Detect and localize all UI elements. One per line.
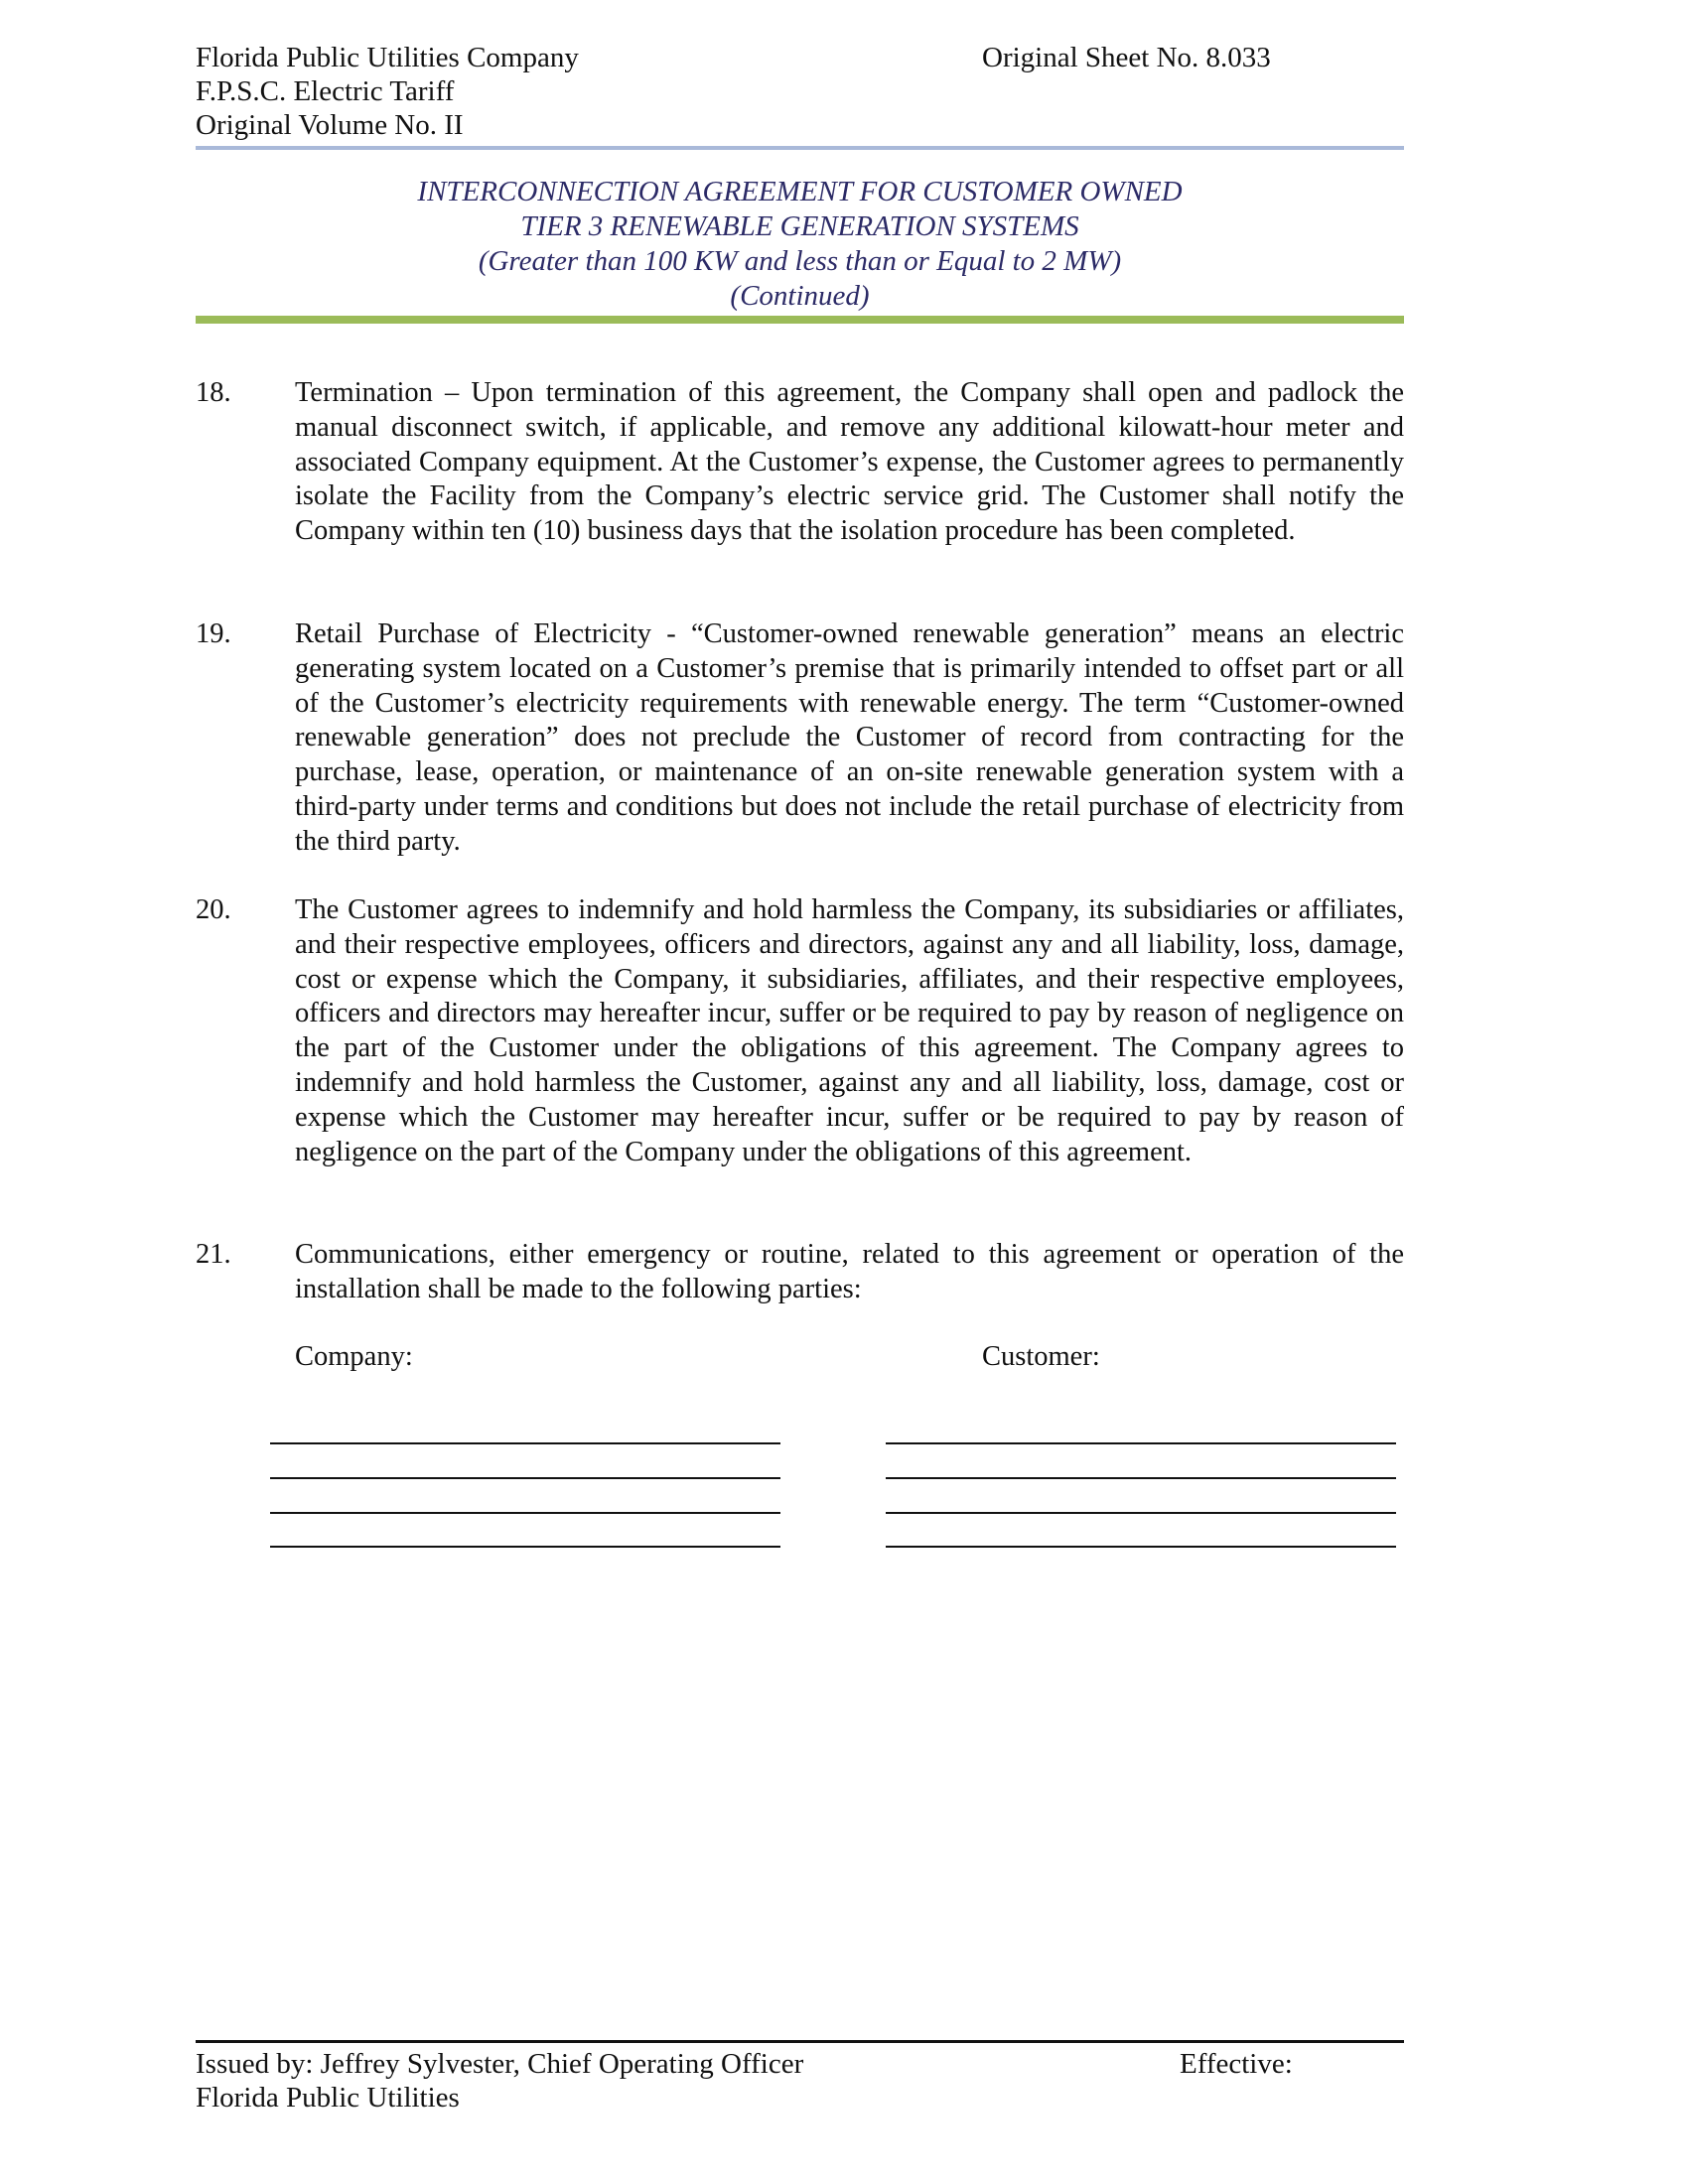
company-contact-line-3[interactable] bbox=[270, 1512, 780, 1514]
footer-divider bbox=[196, 2040, 1404, 2043]
header-company: Florida Public Utilities Company bbox=[196, 42, 579, 73]
section-number: 20. bbox=[196, 894, 231, 925]
section-text: Communications, either emergency or routine, related to this agreement or operation of the installation shall be made to the following parties: bbox=[295, 1239, 1404, 1304]
section-21 bbox=[196, 1238, 1404, 1307]
title-line-4: (Continued) bbox=[730, 280, 870, 312]
section-text: Retail Purchase of Electricity - “Customer-owned renewable generation” means an electric generating system located on a Customer’s premise that is primarily intended to offset part or all of the Customer’s electricity requirements with renewable energy. The term “Customer-owned renewable generation” does not preclude the Customer of record from contracting for the purchase, lease, operation, or maintenance of an on-site renewable generation system with a third-party under terms and conditions but does not include the retail purchase of electricity from the third party. bbox=[295, 618, 1404, 857]
customer-contact-line-4[interactable] bbox=[886, 1546, 1396, 1548]
header-tariff: F.P.S.C. Electric Tariff bbox=[196, 75, 455, 107]
footer-issued-by: Issued by: Jeffrey Sylvester, Chief Operating Officer bbox=[196, 2048, 804, 2080]
header-volume: Original Volume No. II bbox=[196, 109, 464, 141]
title-line-2: TIER 3 RENEWABLE GENERATION SYSTEMS bbox=[520, 210, 1079, 242]
section-text: The Customer agrees to indemnify and hold harmless the Company, its subsidiaries or affiliates, and their respective employees, officers and directors, against any and all liability, loss, damage, cost or expense which the Company, it subsidiaries, affiliates, and their respective employees, officers and directors may hereafter incur, suffer or be required to pay by reason of negligence on the part of the Customer under the obligations of this agreement. The Company agrees to indemnify and hold harmless the Customer, against any and all liability, loss, damage, cost or expense which the Customer may hereafter incur, suffer or be required to pay by reason of negligence on the part of the Company under the obligations of this agreement. bbox=[295, 894, 1404, 1167]
section-number: 21. bbox=[196, 1239, 231, 1270]
customer-contact-line-2[interactable] bbox=[886, 1477, 1396, 1479]
header-divider bbox=[196, 146, 1404, 150]
customer-contact-line-3[interactable] bbox=[886, 1512, 1396, 1514]
section-18 bbox=[196, 376, 1404, 549]
document-title bbox=[196, 175, 1404, 314]
section-number: 18. bbox=[196, 377, 231, 408]
company-contact-line-1[interactable] bbox=[270, 1442, 780, 1444]
footer-effective: Effective: bbox=[1180, 2048, 1293, 2080]
customer-label: Customer: bbox=[982, 1341, 1100, 1372]
section-19 bbox=[196, 617, 1404, 860]
section-number: 19. bbox=[196, 618, 231, 649]
customer-contact-line-1[interactable] bbox=[886, 1442, 1396, 1444]
footer-organization: Florida Public Utilities bbox=[196, 2082, 460, 2114]
company-contact-line-4[interactable] bbox=[270, 1546, 780, 1548]
title-line-3: (Greater than 100 KW and less than or Equal to 2 MW) bbox=[478, 245, 1122, 277]
company-label: Company: bbox=[295, 1341, 413, 1372]
section-text: Termination – Upon termination of this agreement, the Company shall open and padlock the manual disconnect switch, if applicable, and remove any additional kilowatt-hour meter and associated Company equipment. At the Customer’s expense, the Customer agrees to permanently isolate the Facility from the Company’s electric service grid. The Customer shall notify the Company within ten (10) business days that the isolation procedure has been completed. bbox=[295, 377, 1404, 547]
title-divider bbox=[196, 316, 1404, 324]
section-20 bbox=[196, 893, 1404, 1169]
header-sheet-number: Original Sheet No. 8.033 bbox=[982, 42, 1271, 73]
company-contact-line-2[interactable] bbox=[270, 1477, 780, 1479]
title-line-1: INTERCONNECTION AGREEMENT FOR CUSTOMER OWNED bbox=[417, 176, 1183, 207]
